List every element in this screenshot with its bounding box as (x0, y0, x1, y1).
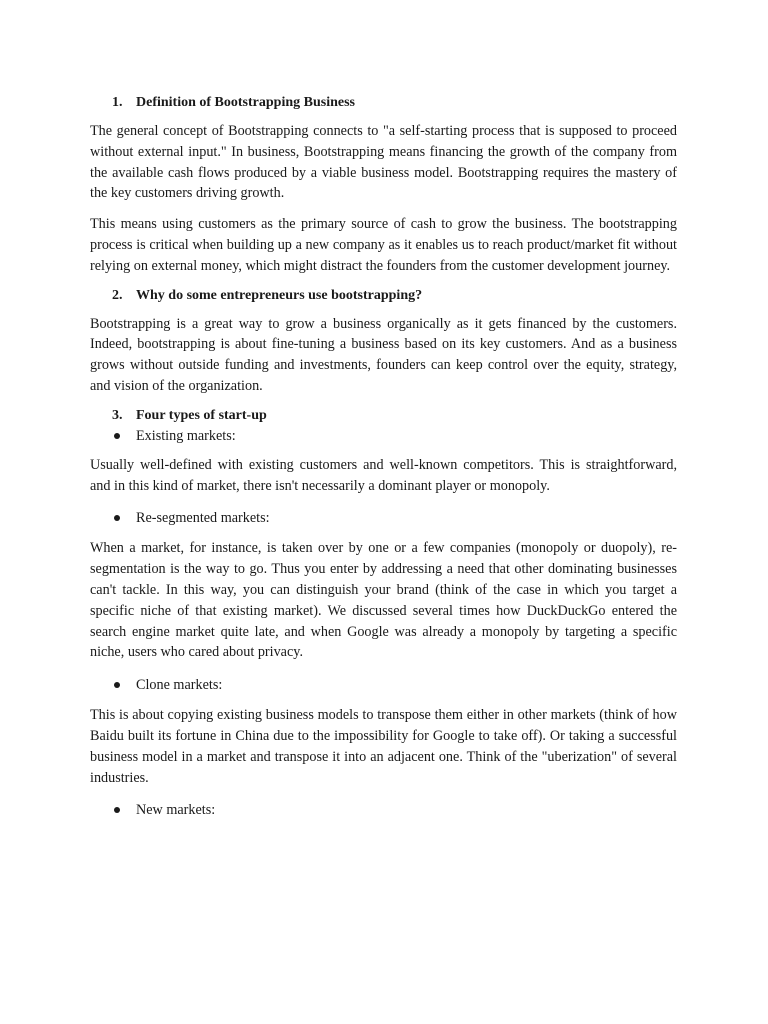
bullet-item-clone-markets (90, 675, 677, 695)
document-page (90, 94, 677, 830)
bullet-icon (114, 433, 120, 439)
paragraph: When a market, for instance, is taken over by one or a few companies (monopoly or duopoly), re-segmentation is the way to go. Thus you enter by addressing a need that other dominating businesses can't tackle. In this way, you can distinguish your brand (think of the case in which you target a specific niche of that existing market). We discussed several times how DuckDuckGo entered the search engine market quite late, and when Google was already a monopoly by targeting a specific niche, users who cared about privacy. (90, 540, 677, 661)
section-number: 1. (112, 95, 123, 110)
bullet-label: Clone markets: (136, 677, 223, 694)
bullet-label: New markets: (136, 802, 216, 819)
bullet-label: Existing markets: (136, 427, 236, 444)
section-title: Four types of start-up (136, 407, 267, 423)
bullet-label: Re-segmented markets: (136, 510, 270, 527)
section-heading-definition (90, 94, 677, 112)
bullet-item-re-segmented-markets (90, 508, 677, 528)
bullet-icon (114, 515, 120, 521)
bullet-item-new-markets (90, 800, 677, 820)
paragraph: This means using customers as the primary source of cash to grow the business. The bootstrapping process is critical when building up a new company as it enables us to reach product/market fit without relying on external money, which might distract the founders from the customer development journey. (90, 216, 677, 274)
paragraph: Bootstrapping is a great way to grow a business organically as it gets financed by the customers. Indeed, bootstrapping is about fine-tuning a business based on its key customers. And as a business grows without outside funding and investments, founders can keep control over the equity, strategy, and vision of the organization. (90, 315, 677, 394)
section-heading-startup-types (90, 407, 677, 425)
paragraph: The general concept of Bootstrapping connects to "a self-starting process that is supposed to proceed without external input." In business, Bootstrapping means financing the growth of the company from the available cash flows produced by a viable business model. Bootstrapping requires the mastery of the key customers driving growth. (90, 123, 677, 202)
section-number: 2. (112, 287, 123, 303)
section-number: 3. (112, 407, 123, 423)
section-heading-why-bootstrapping (90, 287, 677, 305)
section-title: Definition of Bootstrapping Business (136, 95, 355, 110)
section-title: Why do some entrepreneurs use bootstrapping? (136, 287, 423, 303)
paragraph: This is about copying existing business models to transpose them either in other markets (think of how Baidu built its fortune in China due to the impossibility for Google to take off). Or taking a successful business model in a market and transpose it into an adjacent one. Think of the "uberization" of several industries. (90, 707, 677, 786)
bullet-item-existing-markets (90, 426, 677, 446)
paragraph: Usually well-defined with existing customers and well-known competitors. This is straightforward, and in this kind of market, there isn't necessarily a dominant player or monopoly. (90, 456, 677, 494)
bullet-icon (114, 682, 120, 688)
bullet-icon (114, 807, 120, 813)
